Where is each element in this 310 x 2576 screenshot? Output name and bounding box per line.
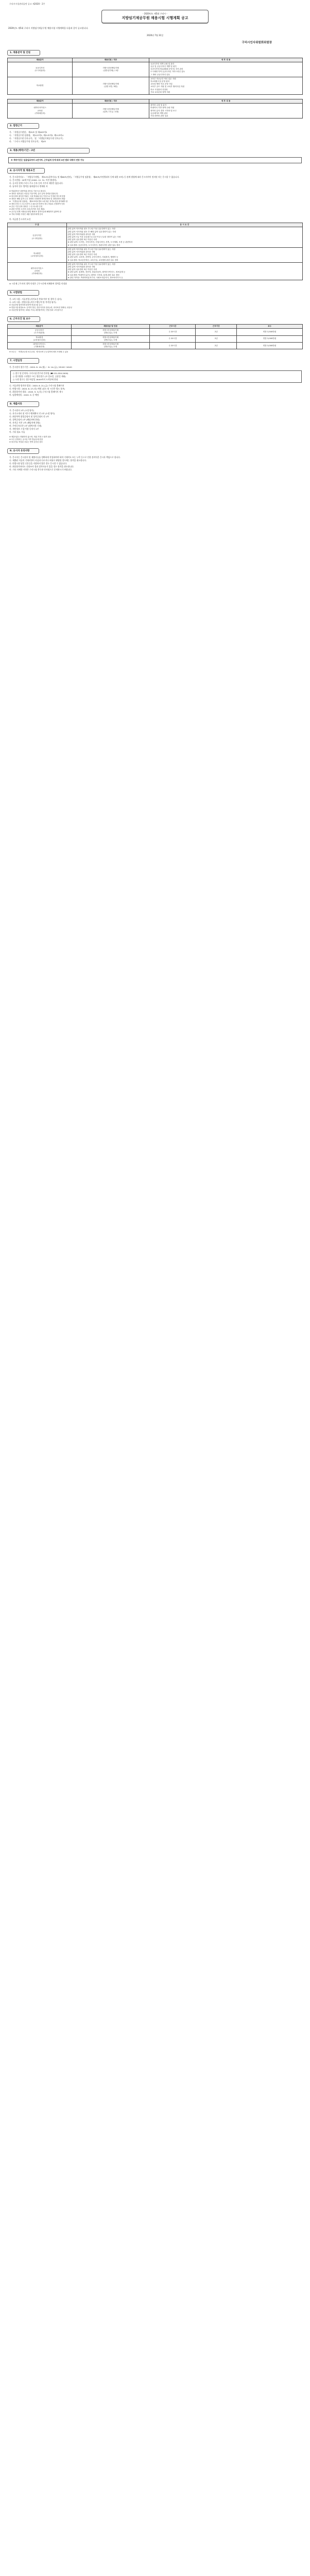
note-line: ※ 「지방공무원 임용령」 제21조의3 별표 1에 따른 자격요건을 충족해야 함 xyxy=(9,200,68,203)
text-line: 가. 응시자는 응시원서 및 제출서류를 정확하게 작성하여야 하며 기재착오 또는 누락 등으로 인한 불이익은 응시자 책임으로 합니다. xyxy=(9,456,121,459)
section-precautions xyxy=(7,448,303,471)
list-item: ※ 관련 분야: 디자인, 시각디자인, 산업디자인, 건축, 도시계획, 조경 등 관련학과 xyxy=(67,241,133,244)
list-item: 학교 시설관리 컨설팅 xyxy=(150,88,168,91)
table-header: 구 분 xyxy=(8,223,67,227)
list-item: 관련 분야 석사학위 취득 후 해당 분야 실무경력이 있는 사람 xyxy=(67,230,116,233)
table-cell xyxy=(66,247,302,262)
section-exam-method xyxy=(7,290,303,312)
section-legal-basis xyxy=(7,123,303,143)
list-item: 도시재생 지역 공공디자인 가이드라인 검토 xyxy=(150,71,185,73)
eligibility-table xyxy=(7,223,303,280)
list-item: 학교복합시설 운영 관리 xyxy=(150,80,170,82)
text-line: 나. 자기소개서 및 직무수행계획서 각 1부 (소정 양식) xyxy=(9,412,55,415)
title-box xyxy=(101,10,209,23)
text-line: 다. 면접시험 당일 신분증을 지참하지 않은 경우 응시할 수 없습니다. xyxy=(9,462,67,465)
note-line: ※ 외국어로 작성된 서류는 번역·공증본 첨부 xyxy=(9,441,43,444)
notice-box: ※ 계약기간은 임용일로부터 2년이며, 근무실적 등에 따라 5년 범위 내에서 연장 가능 xyxy=(8,157,302,163)
list-item: 관련 분야 실무경력 5년 이상인 사람 xyxy=(67,239,97,241)
list-item: 관련 분야 학사학위 취득 후 2년 이상 실무경력이 있는 사람 xyxy=(67,228,116,230)
table-row xyxy=(8,62,303,77)
box-line: ○ 접수방법: 우편접수 또는 방문접수 (토·일요일, 공휴일 제외) xyxy=(13,375,66,378)
text-line: 마. 직급별 응시자격 요건 xyxy=(9,218,31,221)
list-item: ※ 관련 자격증: 빅데이터분석기사, 사회조사분석사, 정보처리기사 등 xyxy=(67,276,123,279)
table-cell: 연봉 3,000만원 xyxy=(237,335,303,342)
text-line: 다. 면접시험 : 2020. 8. 27.(목) 예정 (장소 및 시간은 별도 통보) xyxy=(9,387,65,391)
section-title: 9. 응시자 유의사항 xyxy=(7,448,39,454)
box-line: ○ 우편 접수는 접수마감일 18:00까지 도착분에 한함 xyxy=(13,378,58,381)
contact-box xyxy=(10,370,302,383)
note-line: ※ 면접시험 평정요소: 공직자 정신, 전문지식과 응용능력, 의사표현 정확성, 성실성 xyxy=(9,307,72,309)
table-cell: 2년 xyxy=(196,335,237,342)
text-line: 나. 2차 시험 : 면접시험 (직무수행능력 및 적격성 평가) xyxy=(9,301,56,304)
issuing-org: 구리시인사위원회위원장 xyxy=(242,41,272,44)
text-line: 다. 최종학력 졸업증명서 및 성적증명서 각 1부 xyxy=(9,415,49,418)
section-contract-period xyxy=(7,148,303,163)
list-item: 빅데이터 기반 정책 수립 지원 xyxy=(150,107,175,109)
table-cell: 주 20시간 xyxy=(150,343,196,349)
list-item: 공공디자인진흥위원회 운영 및 추진 관리 xyxy=(150,68,183,71)
list-item: 관련 분야 실무경력 3년 이상인 사람 xyxy=(67,268,97,271)
text-line: 마. 기타 자세한 사항은 구리시청 총무과 인사팀으로 문의하시기 바랍니다. xyxy=(9,468,73,471)
text-line: 다. 「지방공무원 인사규칙」 및 「지방임기제공무원 인사규칙」 xyxy=(9,137,64,140)
table-cell: 공공디자인 (도시미관과) xyxy=(8,329,72,335)
list-item: 관련 분야 학사학위 취득 후 1년 이상 실무경력이 있는 사람 xyxy=(67,263,116,265)
table-cell: 데이터사이언스 교육팀 (기획예산과) xyxy=(8,104,73,118)
table-cell: 지방시간선택임기제 (일반 1명 / 3명) xyxy=(73,77,149,94)
section-title: 6. 근무조건 및 보수 xyxy=(7,316,40,322)
table-cell: 지방시간선택임기제 (일반임기제) / 1명 xyxy=(73,62,149,77)
table-header: 채용분야 xyxy=(8,99,73,103)
text-line: 라. 「구리시 지방공무원 인사규칙」 제4조 xyxy=(9,140,46,143)
table-cell: 지방시간선택임기제 일반(다급) / 1명 xyxy=(71,343,150,349)
table-cell: 데이터사이언스 (기획예산과) xyxy=(8,343,72,349)
note-line: ※ 제출서류는 반환하지 않으며, 허위 기재 시 합격 취소 xyxy=(9,436,51,438)
intro-text: 2020년도 제5회 구리시 지방임기제공무원 채용시험 시행계획을 다음과 같이 공고합니다. xyxy=(8,27,89,29)
table-row xyxy=(8,329,303,335)
table-header: 보수 xyxy=(237,325,303,329)
text-line: 아. 기타 필요 서류 xyxy=(9,431,25,434)
section-recruitment xyxy=(7,50,303,119)
list-item: 공공디자인 정책 수립 및 관리 xyxy=(150,62,175,65)
section-title: 1. 채용분야 및 인원 xyxy=(7,50,40,56)
section-title: 5. 시험방법 xyxy=(7,290,39,296)
recruitment-table-2 xyxy=(7,99,303,118)
list-item: 관련 분야 석사학위를 취득한 사람 xyxy=(67,250,95,253)
note-line: ※ 외국에서 취득한 학위는 국내 학위와 동등 이상으로 인정된 경우에 한함 xyxy=(9,195,65,198)
note-line: ※ 경력은 해당 분야 근무 경력만 인정하며 재직증명서 및 경력증명서 제출 xyxy=(9,198,65,200)
table-cell: 연봉 3,500만원 xyxy=(237,329,303,335)
list-item: 교육부 학교공간 혁신 업무 지원 xyxy=(150,77,176,80)
table-cell xyxy=(149,104,303,118)
table-header: 채용인원 / 직무 xyxy=(73,58,149,62)
note-line: ※ 경력은 원서접수 마감일 기준이며, 같은 분야 경력을 말합니다. xyxy=(9,193,59,195)
table-cell: 학교환경 xyxy=(8,77,73,94)
note-line: ※ 같은 기간 중복 경력은 그 중 하나만 인정 xyxy=(9,206,42,208)
notice-number: 구리시시설관리공단 공고 제2020 - 2주 xyxy=(9,3,45,5)
table-cell xyxy=(149,77,303,94)
text-line: 가. 1차 시험 : 서류전형 (자격요건 충족 여부 및 경력 등 심사) xyxy=(9,298,62,301)
section-eligibility xyxy=(7,168,303,285)
table-cell: 공공디자인 (도시미관과) xyxy=(8,62,73,77)
table-row xyxy=(8,343,303,349)
section-documents xyxy=(7,401,303,444)
table-cell: 연봉 3,000만원 xyxy=(237,343,303,349)
text-line: 나. 응시연령 : 20세 이상 (2000. 12. 31. 이전 출생자) xyxy=(9,179,57,182)
section-title: 7. 시험일정 xyxy=(7,358,39,364)
table-cell: 2년 xyxy=(196,329,237,335)
text-line: 가. 응시결격사유 : 「지방공무원법」 제31조(결격사유) 및 제66조(정년), 「지방공무원 임용령」 제65조(부정행위자 등에 대한 조치) 등 관계 법령에 따라 응시자격이 정지된 자는 응시할 수 없습니다. xyxy=(9,176,180,179)
text-line: 나. 서류전형 합격자 발표 : 2020. 8. 21.(금) 구리시청 홈페이지 xyxy=(9,384,64,387)
table-cell xyxy=(149,62,303,77)
list-item: 데이터 분석 결과 시각화 및 보고 xyxy=(150,109,177,112)
table-row xyxy=(8,247,303,262)
box-line: ○ 접수 및 문의처: 구리시청 총무과 인사팀 (☎ 031-550-2000) xyxy=(13,372,68,375)
list-item: 기타 데이터 관련 업무 xyxy=(150,114,168,117)
table-cell: 지방시간선택임기제 일반(나급) / 1명 xyxy=(71,329,150,335)
table-header: 채용분야 xyxy=(8,325,72,329)
table-cell: 지방시간선택임기제 (일반 / 다'급 / 1명) xyxy=(73,104,149,118)
list-item: 데이터 수집 및 분석 xyxy=(150,104,167,107)
list-item: 관련 분야 학사학위 취득 후 1년 이상 실무경력이 있는 사람 xyxy=(67,248,116,250)
table-header: 근무시간 xyxy=(150,325,196,329)
text-line: 가. 응시원서 1부 (소정 양식) xyxy=(9,409,35,412)
section-title: 3. 채용(계약)기간 : 2년 xyxy=(7,148,90,154)
text-line: 가. 응시원서 접수기간 : 2020. 8. 10.(월) ~ 8. 14.(금) / 09:00~18:00 xyxy=(9,366,72,369)
text-line: 라. 최종합격자 발표 : 2020. 9. 3.(목) 구리시청 홈페이지 게시 xyxy=(9,391,63,394)
note-line: ※ 서류전형 합격자에 한하여 면접시험 실시 xyxy=(9,304,42,307)
text-line: 라. 경력증명서 1부 (해당자에 한함) xyxy=(9,418,40,421)
list-item: ※ 실무경력: 빅데이터 분석, 데이터 시각화, 통계 관련 업무 경력 xyxy=(67,274,119,276)
table-cell: 지방시간선택임기제 일반(다급) / 1명 xyxy=(71,335,150,342)
list-item: 그 밖의 공공디자인 업무 xyxy=(150,73,170,76)
list-item: ※ 관련 분야: 교육학, 건축학, 공간디자인, 사회복지, 행정학 등 xyxy=(67,256,118,259)
list-item: 관련 분야 7급 이상 공무원으로 2년 이상 근무한 경력이 있는 사람 xyxy=(67,235,121,238)
list-item: 교육부 공모 지원 및 교육부 협력사업 지원 xyxy=(150,86,184,88)
text-line: 사. 개인정보 수집·이용 동의서 1부 xyxy=(9,428,39,431)
note-line: ※ 기타 자세한 사항은 채용 담당자에게 문의 xyxy=(9,213,43,216)
table-row xyxy=(8,77,303,94)
list-item: 관련 분야 석사학위를 취득한 사람 xyxy=(67,266,95,268)
list-item: 교육청 협력 학교 운영 사업 xyxy=(150,83,173,86)
page-title: 지방임기제공무원 채용시험 시행계획 공고 xyxy=(122,15,188,20)
table-header: 채용인원 / 직무 xyxy=(73,99,149,103)
table-cell xyxy=(66,227,302,247)
table-cell: 2년 xyxy=(196,343,237,349)
note-line: ※ 보수는 「지방공무원 보수규정」에 따르며 근무실적에 따라 조정될 수 있음 xyxy=(9,351,68,353)
table-header: 응 시 요 건 xyxy=(66,223,302,227)
table-cell: 공공디자인 (도시미관과) xyxy=(8,227,67,247)
section-title: 4. 응시자격 및 채용요건 xyxy=(7,168,45,174)
text-line: 나. 「지방공무원 임용령」 제21조의2, 제21조의3, 제21조의4 xyxy=(9,134,64,137)
title-sub: - 2020년도 제5회 구리시 - xyxy=(143,12,167,15)
note-line: ※ 서류전형 합격자는 2배수 이내, 최종합격자는 면접 결과 고득점자 순 xyxy=(9,309,63,312)
list-item: 공공 및 공공디자인 개발 및 평가 xyxy=(150,65,177,67)
table-cell: 데이터사이언스 교육팀 (기획예산과) xyxy=(8,262,67,280)
list-item: 공공데이터 개방 관리 xyxy=(150,112,168,114)
table-cell xyxy=(66,262,302,280)
table-header: 근무기간 xyxy=(196,325,237,329)
note-line: ※ 시간제 근무자의 경력 인정은 근무시간에 비례하여 경력을 인정함 xyxy=(9,282,67,285)
table-header: 세 부 내 용 xyxy=(149,58,303,62)
text-line: 바. 주민등록초본 1부 (병역사항 기재) xyxy=(9,425,42,428)
text-line: 다. 공고일 현재 구리시 주소 등록 등의 거주지 제한은 없습니다. xyxy=(9,182,63,185)
note-line: ※ 경력 산정 시 근무시간이 주 40시간 미만인 경우 비율로 산정하여 인정 xyxy=(9,203,65,206)
recruitment-table xyxy=(7,58,303,95)
table-row xyxy=(8,335,303,342)
section-title: 8. 제출서류 xyxy=(7,401,39,407)
list-item: 관련 분야 실무경력 3년 이상인 사람 xyxy=(67,253,97,256)
table-cell: 학교환경 (교육청소년과) xyxy=(8,247,67,262)
list-item: ※ 관련 분야: 통계학, 전산학, 컴퓨터공학, 데이터사이언스, 정보통계 등 xyxy=(67,271,126,274)
list-item: 관련 분야 박사학위를 취득한 사람 xyxy=(67,233,95,235)
table-header: 채용등급 및 인원 xyxy=(71,325,150,329)
note-line: ※ 관련 자격증 소지자 우대 (자격증 사본 제출) xyxy=(9,208,45,211)
note-line: ※ 모든 증명서는 공고일 이후 발급분에 한함 xyxy=(9,438,43,441)
table-row xyxy=(8,227,303,247)
table-cell: 주 20시간 xyxy=(150,335,196,342)
list-item: ※ 실무경력: 공공디자인, 도시디자인, 경관디자인 관련 업무 경력 xyxy=(67,244,120,246)
conditions-table xyxy=(7,324,303,349)
table-header: 채용분야 xyxy=(8,58,73,62)
table-row xyxy=(8,104,303,118)
table-header: 세 부 내 용 xyxy=(149,99,303,103)
text-line: 마. 임용예정일 : 2020. 9. 중 예정 xyxy=(9,394,39,397)
table-cell: 학교환경 (교육청소년과) xyxy=(8,335,72,342)
list-item: 기타 교육문화 정책 지원 xyxy=(150,91,170,93)
notice-date: 2020년 7월 31일 xyxy=(147,33,163,37)
text-line: 라. 남자의 경우 병역을 필하였거나 면제된 자 xyxy=(9,185,48,188)
table-cell: 주 20시간 xyxy=(150,329,196,335)
section-title: 2. 법령근거 xyxy=(7,123,39,129)
list-item: ※ 실무경력: 학교공간혁신, 교육시설, 교육행정 관련 업무 경력 xyxy=(67,259,118,261)
text-line: 나. 제출된 서류의 기재사항이 사실과 다르거나 허위로 판명될 경우에는 합격을 취소합니다. xyxy=(9,459,87,462)
section-conditions xyxy=(7,316,303,353)
text-line: 마. 자격증 사본 1부 (해당자에 한함) xyxy=(9,421,41,425)
section-schedule xyxy=(7,358,303,397)
note-line: ※ 학위취득은 최종학위 취득일 기준으로 합니다. xyxy=(9,190,46,193)
note-line: ※ 공고일 현재 지방공무원법 제31조 결격사유에 해당하지 않아야 함 xyxy=(9,211,61,213)
text-line: 가. 「지방공무원법」 제25조 및 제26조의2 xyxy=(9,131,47,134)
text-line: 라. 최종합격자라도 신원조사 결과 결격사유가 있을 경우 합격을 취소합니다. xyxy=(9,465,74,468)
table-row xyxy=(8,262,303,280)
